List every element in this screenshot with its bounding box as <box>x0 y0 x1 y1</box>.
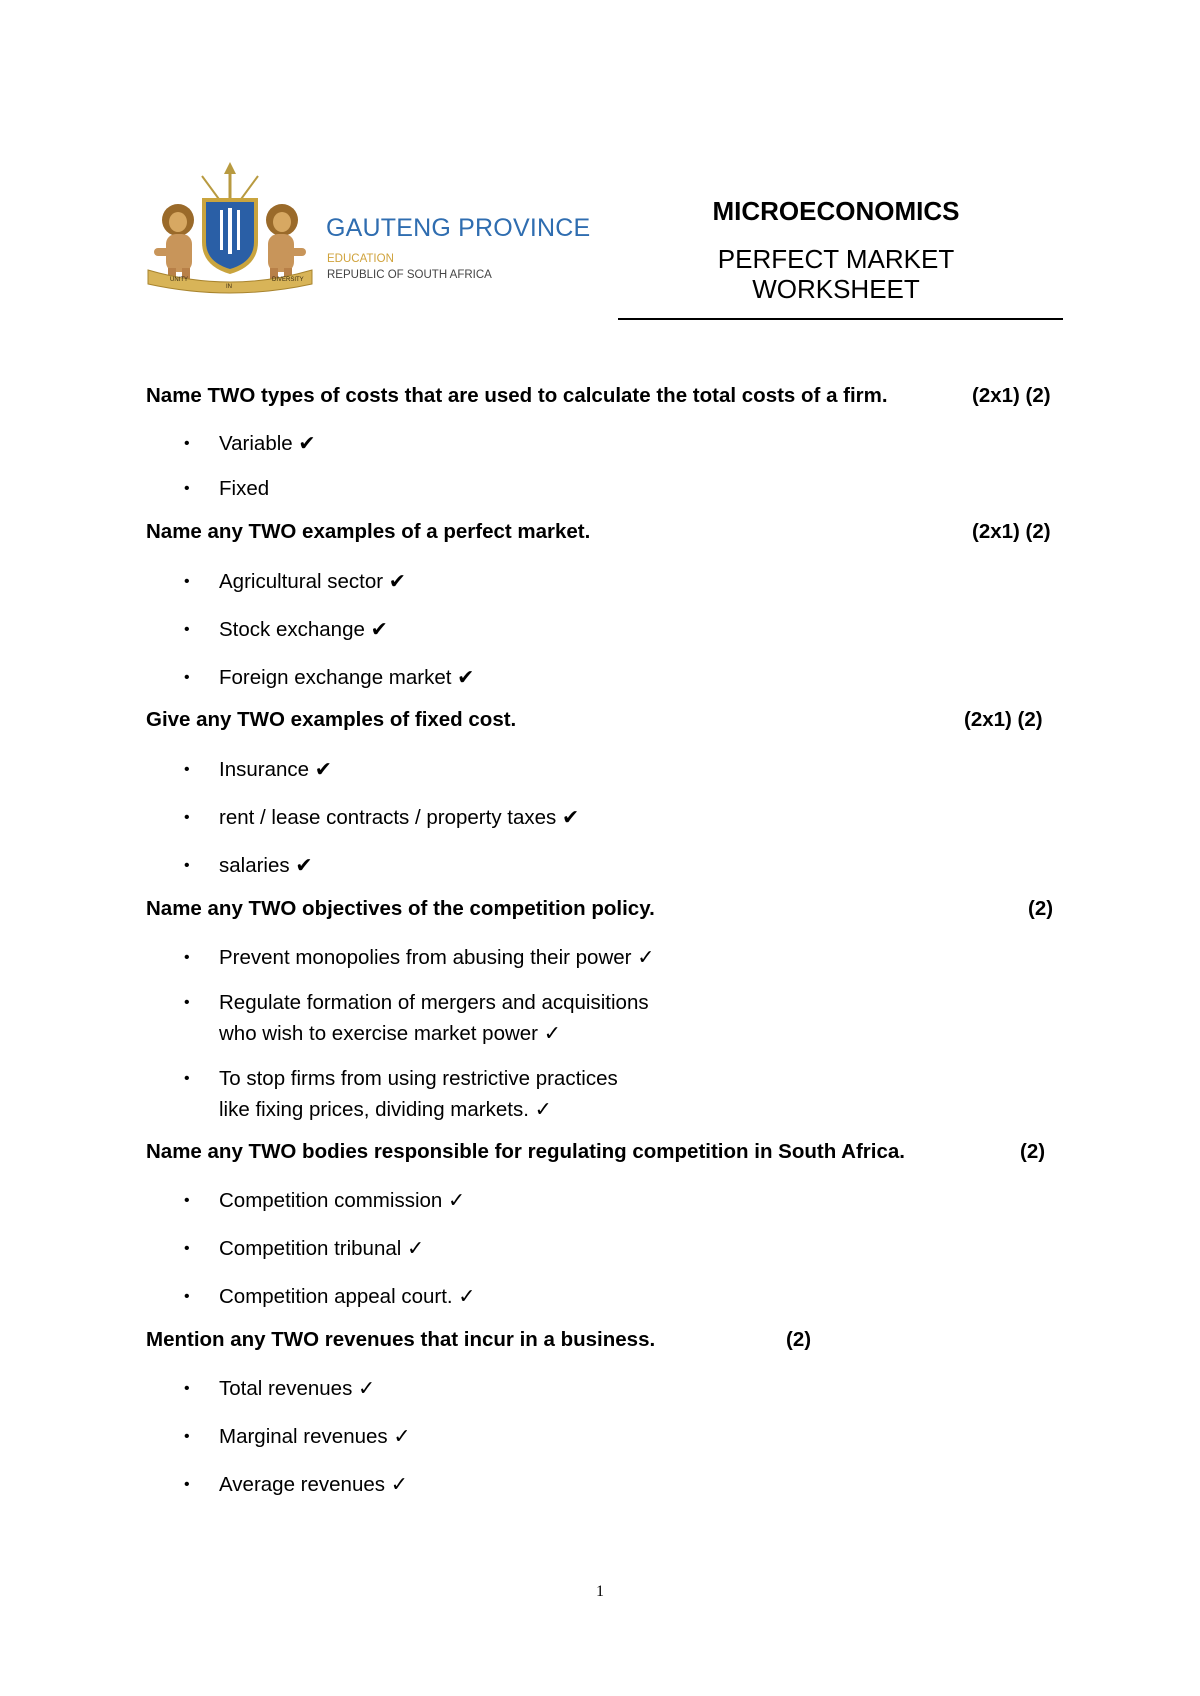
question-marks: (2x1) (2) <box>972 384 1051 407</box>
question-marks: (2) <box>1020 1140 1046 1163</box>
bullet-icon: • <box>184 669 190 686</box>
title-line-1: PERFECT MARKET <box>717 244 955 274</box>
bullet-icon: • <box>184 435 190 452</box>
bullet-icon: • <box>184 809 190 826</box>
question-text: Name any TWO bodies responsible for regulating competition in South Africa. <box>146 1140 905 1163</box>
logo-province-name: GAUTENG PROVINCE <box>326 214 591 242</box>
logo-department: EDUCATION <box>327 253 394 265</box>
question-heading <box>146 708 1061 732</box>
bullet-icon: • <box>184 573 190 590</box>
question-marks: (2x1) (2) <box>972 520 1051 543</box>
logo-country: REPUBLIC OF SOUTH AFRICA <box>327 269 492 281</box>
title-line-2: WORKSHEET <box>752 274 920 304</box>
svg-text:UNITY: UNITY <box>170 277 188 283</box>
coat-of-arms-icon <box>140 162 320 294</box>
bullet-icon: • <box>184 480 190 497</box>
question-heading <box>146 520 1061 544</box>
bullet-icon: • <box>184 1192 190 1209</box>
question-heading <box>146 1328 1061 1352</box>
bullet-icon: • <box>184 1428 190 1445</box>
question-text: Name any TWO examples of a perfect market. <box>146 520 591 543</box>
question-heading <box>146 1140 1061 1164</box>
svg-text:DIVERSITY: DIVERSITY <box>272 277 304 283</box>
bullet-icon: • <box>184 1288 190 1305</box>
question-heading <box>146 384 1061 408</box>
worksheet-title <box>612 196 1060 304</box>
bullet-icon: • <box>184 994 190 1011</box>
page-number: 1 <box>596 1583 604 1600</box>
question-marks: (2) <box>1028 897 1054 920</box>
bullet-icon: • <box>184 1070 190 1087</box>
title-underline <box>618 318 1063 320</box>
question-marks: (2x1) (2) <box>964 708 1043 731</box>
bullet-icon: • <box>184 857 190 874</box>
bullet-icon: • <box>184 761 190 778</box>
bullet-icon: • <box>184 1240 190 1257</box>
bullet-icon: • <box>184 1380 190 1397</box>
subject-heading: MICROECONOMICS <box>712 196 960 226</box>
question-text: Give any TWO examples of fixed cost. <box>146 708 517 731</box>
question-text: Name TWO types of costs that are used to calculate the total costs of a firm. <box>146 384 888 407</box>
bullet-icon: • <box>184 949 190 966</box>
gauteng-logo <box>140 162 591 294</box>
question-marks: (2) <box>786 1328 812 1351</box>
bullet-icon: • <box>184 1476 190 1493</box>
worksheet-page: UNITY IN DIVERSITY GAUTENG PROVINCE EDUCATION REPUBLIC OF SOUTH AFRICA MICROECONOMICS PERFECT MARKET WORKSHEET Name TWO types of costs that are used to calculate the total costs of a firm. (2x1) (2) • Variable ✔ • Fixed Name any TWO examples of a perfect market. (2x1) (2) • Agricultural sector ✔ • Stock exchange ✔ • Foreign exchange market ✔ Give any TWO examples of fixed cost. (2x1) (2) • Insurance ✔ • rent / lease contracts / property taxes ✔ • salaries ✔ Name any TWO objectives of the competition policy. (2) • Prevent monopolies from abusing their power ✓ • Regulate formation of mergers and acquisitions who wish to exercise market power ✓ • To stop firms from using restrictive practices like fixing prices, dividing markets. ✓ Name any TWO bodies responsible for regulating competition in South Africa. (2) • Competition commission ✓ • Competition tribunal ✓ • Competition appeal court. ✓ Mention any TWO revenues that incur in a business. (2) • Total revenues ✓ • Marginal revenues ✓ • Average revenues ✓ 1 <box>0 0 1200 1696</box>
question-text: Mention any TWO revenues that incur in a business. <box>146 1328 656 1351</box>
svg-text:IN: IN <box>226 284 232 290</box>
question-heading <box>146 897 1061 921</box>
question-text: Name any TWO objectives of the competition policy. <box>146 897 655 920</box>
bullet-icon: • <box>184 621 190 638</box>
